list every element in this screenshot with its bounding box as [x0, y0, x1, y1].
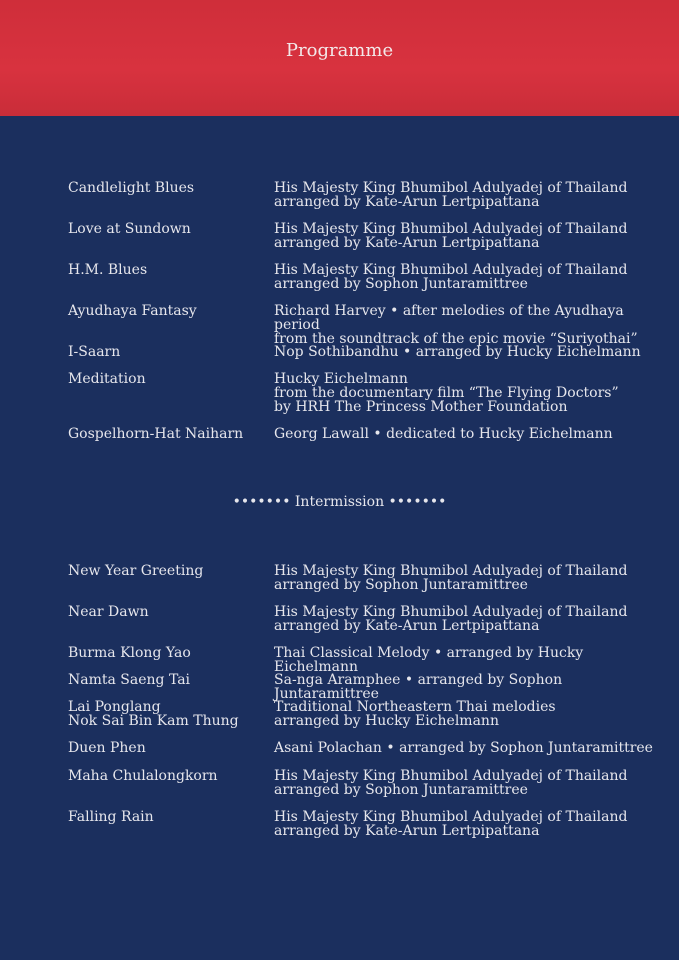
piece-credit: His Majesty King Bhumibol Adulyadej of Thailand arranged by Kate-Arun Lertpipattana [274, 221, 628, 251]
piece-credit: Sa-nga Aramphee • arranged by Sophon Juntaramittree [274, 672, 563, 702]
piece-credit: His Majesty King Bhumibol Adulyadej of Thailand arranged by Sophon Juntaramittree [274, 768, 628, 798]
piece-title: Meditation [68, 371, 146, 387]
piece-title: New Year Greeting [68, 563, 204, 579]
piece-credit: His Majesty King Bhumibol Adulyadej of Thailand arranged by Sophon Juntaramittree [274, 563, 628, 593]
piece-title: Namta Saeng Tai [68, 672, 191, 688]
piece-credit: Asani Polachan • arranged by Sophon Juntaramittree [274, 740, 653, 756]
piece-title: H.M. Blues [68, 262, 148, 278]
piece-title: Burma Klong Yao [68, 645, 191, 661]
header-band [0, 0, 679, 116]
piece-credit: His Majesty King Bhumibol Adulyadej of Thailand arranged by Kate-Arun Lertpipattana [274, 604, 628, 634]
piece-title: Lai Ponglang Nok Sai Bin Kam Thung [68, 699, 239, 729]
piece-title: Candlelight Blues [68, 180, 195, 196]
piece-credit: His Majesty King Bhumibol Adulyadej of Thailand arranged by Sophon Juntaramittree [274, 262, 628, 292]
piece-title: I-Saarn [68, 344, 121, 360]
intermission-divider: ••••••• Intermission ••••••• [232, 494, 447, 510]
piece-credit: Georg Lawall • dedicated to Hucky Eichelmann [274, 426, 613, 442]
piece-title: Duen Phen [68, 740, 146, 756]
page-title: Programme [285, 39, 394, 61]
piece-credit: Thai Classical Melody • arranged by Hucky Eichelmann [274, 645, 584, 675]
piece-credit: Hucky Eichelmann from the documentary film “The Flying Doctors” by HRH The Princess Mother Foundation [274, 371, 619, 415]
piece-credit: Nop Sothibandhu • arranged by Hucky Eichelmann [274, 344, 641, 360]
piece-credit: Richard Harvey • after melodies of the Ayudhaya period from the soundtrack of the epic movie “Suriyothai” [274, 303, 638, 347]
piece-title: Love at Sundown [68, 221, 191, 237]
piece-credit: Traditional Northeastern Thai melodies arranged by Hucky Eichelmann [274, 699, 556, 729]
piece-title: Maha Chulalongkorn [68, 768, 218, 784]
piece-title: Gospelhorn-Hat Naiharn [68, 426, 244, 442]
piece-credit: His Majesty King Bhumibol Adulyadej of Thailand arranged by Kate-Arun Lertpipattana [274, 809, 628, 839]
piece-credit: His Majesty King Bhumibol Adulyadej of Thailand arranged by Kate-Arun Lertpipattana [274, 180, 628, 210]
piece-title: Falling Rain [68, 809, 154, 825]
piece-title: Ayudhaya Fantasy [68, 303, 197, 319]
piece-title: Near Dawn [68, 604, 149, 620]
